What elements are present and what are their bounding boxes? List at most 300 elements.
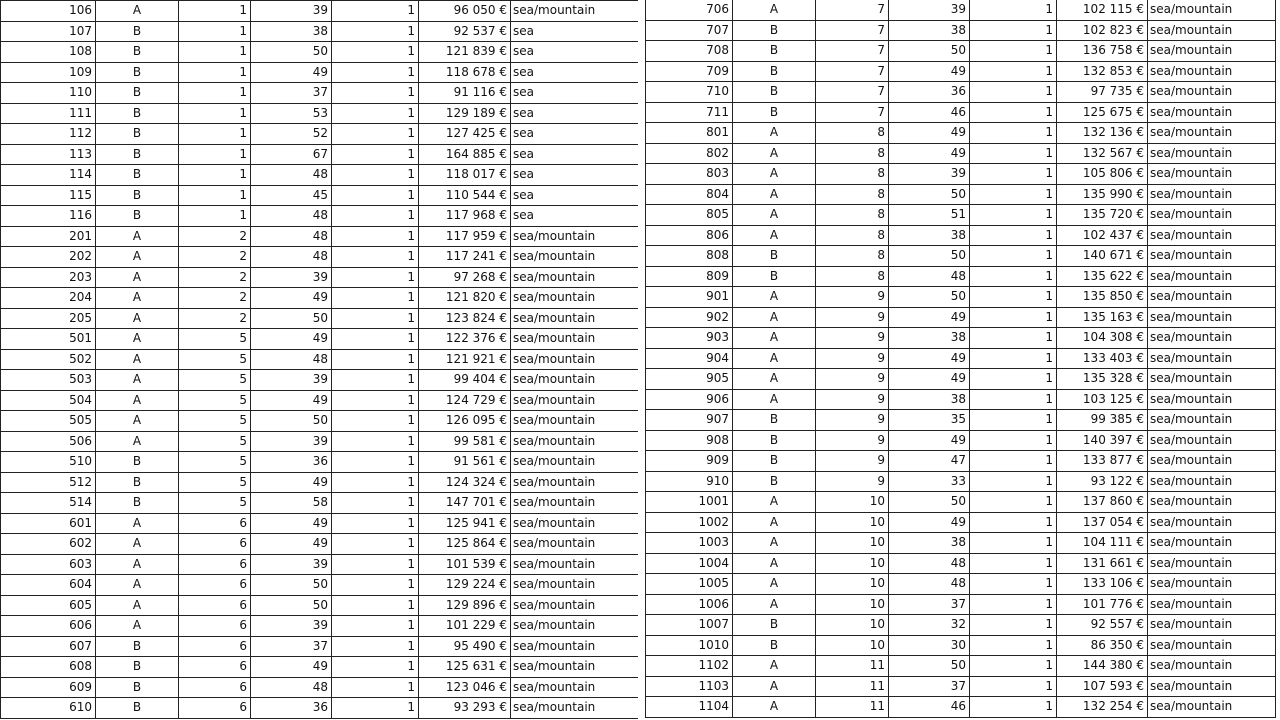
block-cell: A [733, 533, 816, 554]
table-row [646, 184, 1276, 205]
area-cell: 52 [251, 124, 332, 145]
block-cell: A [733, 574, 816, 595]
unit-cell: 608 [1, 657, 96, 678]
table-row [646, 287, 1276, 308]
unit-cell: 512 [1, 472, 96, 493]
area-cell: 50 [251, 42, 332, 63]
area-cell: 49 [889, 143, 970, 164]
area-cell: 50 [889, 287, 970, 308]
floor-cell: 8 [816, 143, 889, 164]
qty-cell: 1 [332, 247, 419, 268]
unit-cell: 806 [646, 225, 733, 246]
area-cell: 39 [251, 1, 332, 22]
area-cell: 50 [889, 184, 970, 205]
qty-cell: 1 [332, 390, 419, 411]
area-cell: 48 [251, 677, 332, 698]
area-cell: 36 [251, 452, 332, 473]
view-cell: sea/mountain [1148, 451, 1276, 472]
table-row [646, 471, 1276, 492]
block-cell: B [733, 410, 816, 431]
qty-cell: 1 [332, 267, 419, 288]
block-cell: B [733, 430, 816, 451]
view-cell: sea/mountain [1148, 656, 1276, 677]
area-cell: 37 [889, 676, 970, 697]
view-cell: sea/mountain [511, 308, 639, 329]
floor-cell: 9 [816, 389, 889, 410]
price-cell: 135 163 € [1057, 307, 1148, 328]
table-row [646, 512, 1276, 533]
table-row [1, 62, 639, 83]
view-cell: sea/mountain [511, 698, 639, 719]
view-cell: sea [511, 165, 639, 186]
table-row [646, 246, 1276, 267]
table-row [646, 410, 1276, 431]
floor-cell: 6 [179, 616, 251, 637]
floor-cell: 6 [179, 554, 251, 575]
block-cell: B [96, 493, 179, 514]
table-row [1, 247, 639, 268]
floor-cell: 6 [179, 698, 251, 719]
table-row [1, 616, 639, 637]
floor-cell: 5 [179, 493, 251, 514]
block-cell: B [96, 185, 179, 206]
area-cell: 37 [251, 636, 332, 657]
unit-cell: 506 [1, 431, 96, 452]
floor-cell: 1 [179, 206, 251, 227]
view-cell: sea/mountain [511, 390, 639, 411]
price-cell: 86 350 € [1057, 635, 1148, 656]
view-cell: sea/mountain [511, 267, 639, 288]
block-cell: B [96, 124, 179, 145]
qty-cell: 1 [332, 513, 419, 534]
unit-cell: 113 [1, 144, 96, 165]
unit-cell: 503 [1, 370, 96, 391]
table-row [646, 615, 1276, 636]
block-cell: A [733, 307, 816, 328]
block-cell: A [733, 553, 816, 574]
table-row [646, 225, 1276, 246]
unit-cell: 606 [1, 616, 96, 637]
unit-cell: 909 [646, 451, 733, 472]
block-cell: B [733, 451, 816, 472]
block-cell: A [96, 349, 179, 370]
price-cell: 122 376 € [419, 329, 511, 350]
block-cell: A [96, 308, 179, 329]
left-apartment-table [0, 0, 639, 719]
table-row [646, 676, 1276, 697]
unit-cell: 711 [646, 102, 733, 123]
price-cell: 137 054 € [1057, 512, 1148, 533]
price-cell: 136 758 € [1057, 41, 1148, 62]
area-cell: 50 [251, 575, 332, 596]
view-cell: sea/mountain [1148, 328, 1276, 349]
area-cell: 30 [889, 635, 970, 656]
view-cell: sea/mountain [511, 349, 639, 370]
qty-cell: 1 [332, 677, 419, 698]
area-cell: 48 [251, 226, 332, 247]
price-cell: 101 776 € [1057, 594, 1148, 615]
area-cell: 49 [889, 369, 970, 390]
area-cell: 49 [889, 512, 970, 533]
floor-cell: 2 [179, 308, 251, 329]
view-cell: sea/mountain [1148, 615, 1276, 636]
area-cell: 48 [251, 165, 332, 186]
block-cell: A [733, 205, 816, 226]
price-cell: 129 896 € [419, 595, 511, 616]
floor-cell: 8 [816, 184, 889, 205]
price-cell: 124 324 € [419, 472, 511, 493]
qty-cell: 1 [970, 164, 1057, 185]
unit-cell: 1002 [646, 512, 733, 533]
view-cell: sea/mountain [1148, 348, 1276, 369]
view-cell: sea/mountain [511, 329, 639, 350]
floor-cell: 1 [179, 103, 251, 124]
block-cell: B [733, 246, 816, 267]
floor-cell: 5 [179, 452, 251, 473]
price-cell: 124 729 € [419, 390, 511, 411]
view-cell: sea/mountain [1148, 82, 1276, 103]
table-row [646, 123, 1276, 144]
table-row [1, 165, 639, 186]
qty-cell: 1 [970, 533, 1057, 554]
qty-cell: 1 [970, 389, 1057, 410]
area-cell: 38 [889, 328, 970, 349]
area-cell: 49 [251, 62, 332, 83]
floor-cell: 8 [816, 225, 889, 246]
table-row [646, 574, 1276, 595]
left-table-body [1, 1, 639, 719]
price-cell: 135 850 € [1057, 287, 1148, 308]
view-cell: sea [511, 206, 639, 227]
table-row [1, 595, 639, 616]
price-cell: 140 671 € [1057, 246, 1148, 267]
block-cell: A [96, 226, 179, 247]
qty-cell: 1 [970, 635, 1057, 656]
unit-cell: 1104 [646, 697, 733, 718]
floor-cell: 5 [179, 472, 251, 493]
price-cell: 92 537 € [419, 21, 511, 42]
floor-cell: 6 [179, 575, 251, 596]
price-cell: 107 593 € [1057, 676, 1148, 697]
table-row [1, 83, 639, 104]
floor-cell: 10 [816, 574, 889, 595]
unit-cell: 609 [1, 677, 96, 698]
floor-cell: 9 [816, 451, 889, 472]
floor-cell: 2 [179, 226, 251, 247]
table-row [646, 369, 1276, 390]
block-cell: A [733, 389, 816, 410]
view-cell: sea/mountain [1148, 246, 1276, 267]
price-cell: 135 990 € [1057, 184, 1148, 205]
floor-cell: 1 [179, 1, 251, 22]
unit-cell: 803 [646, 164, 733, 185]
block-cell: A [733, 348, 816, 369]
price-cell: 102 437 € [1057, 225, 1148, 246]
qty-cell: 1 [970, 369, 1057, 390]
qty-cell: 1 [970, 307, 1057, 328]
qty-cell: 1 [970, 594, 1057, 615]
price-cell: 91 561 € [419, 452, 511, 473]
block-cell: B [96, 452, 179, 473]
floor-cell: 1 [179, 144, 251, 165]
table-row [1, 206, 639, 227]
unit-cell: 111 [1, 103, 96, 124]
table-row [1, 288, 639, 309]
qty-cell: 1 [332, 124, 419, 145]
view-cell: sea/mountain [511, 595, 639, 616]
floor-cell: 1 [179, 21, 251, 42]
area-cell: 39 [889, 0, 970, 20]
floor-cell: 5 [179, 329, 251, 350]
table-row [646, 20, 1276, 41]
price-cell: 133 106 € [1057, 574, 1148, 595]
qty-cell: 1 [332, 206, 419, 227]
price-cell: 147 701 € [419, 493, 511, 514]
block-cell: B [733, 41, 816, 62]
table-row [1, 329, 639, 350]
view-cell: sea/mountain [1148, 102, 1276, 123]
block-cell: A [733, 512, 816, 533]
floor-cell: 10 [816, 512, 889, 533]
block-cell: B [96, 103, 179, 124]
block-cell: A [733, 164, 816, 185]
qty-cell: 1 [970, 246, 1057, 267]
view-cell: sea/mountain [1148, 164, 1276, 185]
unit-cell: 801 [646, 123, 733, 144]
price-cell: 117 959 € [419, 226, 511, 247]
block-cell: B [96, 21, 179, 42]
unit-cell: 1001 [646, 492, 733, 513]
qty-cell: 1 [332, 370, 419, 391]
table-gap [638, 0, 645, 720]
unit-cell: 1005 [646, 574, 733, 595]
area-cell: 38 [889, 20, 970, 41]
floor-cell: 6 [179, 595, 251, 616]
table-row [1, 103, 639, 124]
qty-cell: 1 [970, 574, 1057, 595]
unit-cell: 904 [646, 348, 733, 369]
table-row [646, 697, 1276, 718]
unit-cell: 1010 [646, 635, 733, 656]
area-cell: 35 [889, 410, 970, 431]
floor-cell: 10 [816, 533, 889, 554]
view-cell: sea/mountain [1148, 266, 1276, 287]
floor-cell: 9 [816, 348, 889, 369]
block-cell: B [96, 165, 179, 186]
block-cell: A [733, 143, 816, 164]
area-cell: 39 [251, 554, 332, 575]
block-cell: A [96, 534, 179, 555]
floor-cell: 5 [179, 390, 251, 411]
area-cell: 38 [251, 21, 332, 42]
table-row [646, 102, 1276, 123]
unit-cell: 109 [1, 62, 96, 83]
unit-cell: 504 [1, 390, 96, 411]
floor-cell: 7 [816, 41, 889, 62]
floor-cell: 8 [816, 123, 889, 144]
floor-cell: 7 [816, 102, 889, 123]
price-cell: 129 224 € [419, 575, 511, 596]
qty-cell: 1 [332, 83, 419, 104]
table-row [1, 144, 639, 165]
table-row [1, 677, 639, 698]
qty-cell: 1 [970, 656, 1057, 677]
floor-cell: 8 [816, 246, 889, 267]
unit-cell: 707 [646, 20, 733, 41]
view-cell: sea/mountain [511, 288, 639, 309]
floor-cell: 2 [179, 267, 251, 288]
unit-cell: 1102 [646, 656, 733, 677]
view-cell: sea/mountain [1148, 205, 1276, 226]
area-cell: 48 [889, 553, 970, 574]
qty-cell: 1 [332, 698, 419, 719]
unit-cell: 115 [1, 185, 96, 206]
qty-cell: 1 [332, 62, 419, 83]
unit-cell: 501 [1, 329, 96, 350]
qty-cell: 1 [970, 61, 1057, 82]
unit-cell: 202 [1, 247, 96, 268]
area-cell: 49 [251, 288, 332, 309]
view-cell: sea/mountain [511, 657, 639, 678]
area-cell: 50 [889, 246, 970, 267]
area-cell: 37 [889, 594, 970, 615]
unit-cell: 804 [646, 184, 733, 205]
price-cell: 101 539 € [419, 554, 511, 575]
price-cell: 91 116 € [419, 83, 511, 104]
view-cell: sea/mountain [511, 226, 639, 247]
view-cell: sea/mountain [1148, 697, 1276, 718]
qty-cell: 1 [332, 349, 419, 370]
view-cell: sea/mountain [1148, 635, 1276, 656]
block-cell: B [96, 472, 179, 493]
floor-cell: 1 [179, 185, 251, 206]
unit-cell: 204 [1, 288, 96, 309]
view-cell: sea/mountain [1148, 123, 1276, 144]
floor-cell: 6 [179, 657, 251, 678]
area-cell: 49 [251, 513, 332, 534]
table-row [646, 61, 1276, 82]
qty-cell: 1 [970, 512, 1057, 533]
block-cell: A [733, 0, 816, 20]
view-cell: sea/mountain [1148, 20, 1276, 41]
table-row [1, 124, 639, 145]
qty-cell: 1 [970, 328, 1057, 349]
floor-cell: 7 [816, 0, 889, 20]
table-row [646, 430, 1276, 451]
area-cell: 38 [889, 225, 970, 246]
floor-cell: 6 [179, 513, 251, 534]
floor-cell: 1 [179, 42, 251, 63]
area-cell: 50 [251, 595, 332, 616]
price-cell: 105 806 € [1057, 164, 1148, 185]
area-cell: 49 [889, 348, 970, 369]
area-cell: 46 [889, 697, 970, 718]
area-cell: 49 [251, 472, 332, 493]
right-apartment-table [645, 0, 1276, 718]
unit-cell: 605 [1, 595, 96, 616]
price-cell: 144 380 € [1057, 656, 1148, 677]
qty-cell: 1 [332, 616, 419, 637]
area-cell: 58 [251, 493, 332, 514]
block-cell: B [96, 83, 179, 104]
floor-cell: 11 [816, 676, 889, 697]
table-row [646, 656, 1276, 677]
table-row [1, 226, 639, 247]
view-cell: sea/mountain [511, 575, 639, 596]
view-cell: sea/mountain [1148, 492, 1276, 513]
floor-cell: 7 [816, 61, 889, 82]
qty-cell: 1 [332, 1, 419, 22]
area-cell: 50 [889, 492, 970, 513]
qty-cell: 1 [970, 287, 1057, 308]
block-cell: B [733, 471, 816, 492]
view-cell: sea/mountain [1148, 61, 1276, 82]
qty-cell: 1 [970, 102, 1057, 123]
block-cell: B [96, 698, 179, 719]
block-cell: A [96, 431, 179, 452]
block-cell: A [733, 697, 816, 718]
floor-cell: 11 [816, 656, 889, 677]
view-cell: sea [511, 62, 639, 83]
view-cell: sea/mountain [511, 534, 639, 555]
qty-cell: 1 [332, 554, 419, 575]
block-cell: B [733, 20, 816, 41]
floor-cell: 9 [816, 369, 889, 390]
price-cell: 104 308 € [1057, 328, 1148, 349]
floor-cell: 9 [816, 328, 889, 349]
qty-cell: 1 [332, 431, 419, 452]
area-cell: 50 [889, 656, 970, 677]
table-row [646, 348, 1276, 369]
table-row [646, 164, 1276, 185]
floor-cell: 10 [816, 635, 889, 656]
area-cell: 50 [251, 411, 332, 432]
floor-cell: 5 [179, 411, 251, 432]
table-row [646, 266, 1276, 287]
floor-cell: 1 [179, 124, 251, 145]
floor-cell: 5 [179, 349, 251, 370]
view-cell: sea/mountain [511, 247, 639, 268]
block-cell: B [96, 144, 179, 165]
block-cell: A [96, 370, 179, 391]
price-cell: 126 095 € [419, 411, 511, 432]
unit-cell: 908 [646, 430, 733, 451]
price-cell: 99 581 € [419, 431, 511, 452]
unit-cell: 601 [1, 513, 96, 534]
table-row [646, 635, 1276, 656]
qty-cell: 1 [970, 266, 1057, 287]
area-cell: 47 [889, 451, 970, 472]
area-cell: 49 [889, 61, 970, 82]
table-row [646, 594, 1276, 615]
view-cell: sea/mountain [511, 636, 639, 657]
price-cell: 125 941 € [419, 513, 511, 534]
unit-cell: 706 [646, 0, 733, 20]
area-cell: 50 [889, 41, 970, 62]
qty-cell: 1 [332, 329, 419, 350]
table-row [1, 308, 639, 329]
view-cell: sea/mountain [511, 554, 639, 575]
floor-cell: 2 [179, 247, 251, 268]
unit-cell: 805 [646, 205, 733, 226]
block-cell: A [733, 492, 816, 513]
qty-cell: 1 [970, 20, 1057, 41]
price-cell: 102 823 € [1057, 20, 1148, 41]
block-cell: A [96, 1, 179, 22]
floor-cell: 9 [816, 471, 889, 492]
view-cell: sea/mountain [511, 472, 639, 493]
block-cell: B [733, 266, 816, 287]
